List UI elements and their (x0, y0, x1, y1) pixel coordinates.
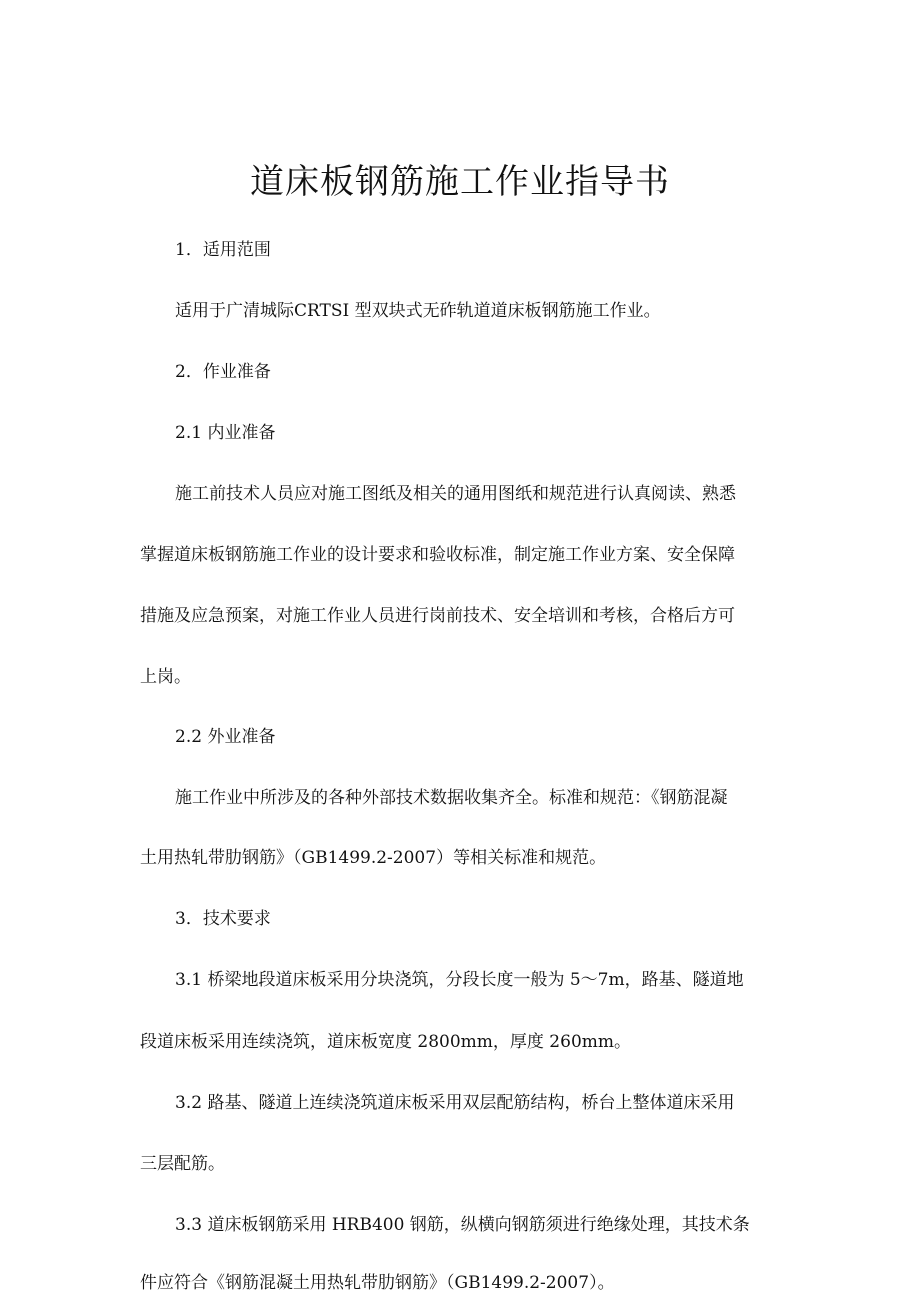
paragraph-line: 3.1 桥梁地段道床板采用分块浇筑，分段长度一般为 5～7m，路基、隧道地 (175, 970, 744, 990)
paragraph-line: 3.3 道床板钢筋采用 HRB400 钢筋，纵横向钢筋须进行绝缘处理，其技术条 (175, 1215, 750, 1235)
paragraph-line: 三层配筋。 (140, 1154, 225, 1174)
paragraph-line: 3.2 路基、隧道上连续浇筑道床板采用双层配筋结构，桥台上整体道床采用 (175, 1093, 735, 1113)
paragraph-line: 适用于广清城际CRTSI 型双块式无砟轨道道床板钢筋施工作业。 (175, 301, 661, 321)
paragraph-line: 措施及应急预案，对施工作业人员进行岗前技术、安全培训和考核，合格后方可 (140, 606, 735, 626)
paragraph-line: 施工前技术人员应对施工图纸及相关的通用图纸和规范进行认真阅读、熟悉 (175, 484, 736, 504)
paragraph-line: 件应符合《钢筋混凝土用热轧带肋钢筋》（GB1499.2-2007）。 (140, 1273, 615, 1293)
paragraph-line: 段道床板采用连续浇筑，道床板宽度 2800mm，厚度 260mm。 (140, 1032, 631, 1052)
paragraph-line: 掌握道床板钢筋施工作业的设计要求和验收标准，制定施工作业方案、安全保障 (140, 545, 735, 565)
subsection-heading: 2.2 外业准备 (175, 727, 276, 747)
section-heading-3: 3．技术要求 (175, 909, 271, 929)
paragraph-line: 上岗。 (140, 667, 191, 687)
paragraph-line: 施工作业中所涉及的各种外部技术数据收集齐全。标准和规范：《钢筋混凝 (175, 788, 728, 808)
section-heading-1: 1．适用范围 (175, 240, 271, 260)
document-title: 道床板钢筋施工作业指导书 (250, 162, 670, 202)
subsection-heading: 2.1 内业准备 (175, 423, 276, 443)
section-heading-2: 2．作业准备 (175, 362, 271, 382)
paragraph-line: 土用热轧带肋钢筋》（GB1499.2-2007）等相关标准和规范。 (140, 848, 607, 868)
